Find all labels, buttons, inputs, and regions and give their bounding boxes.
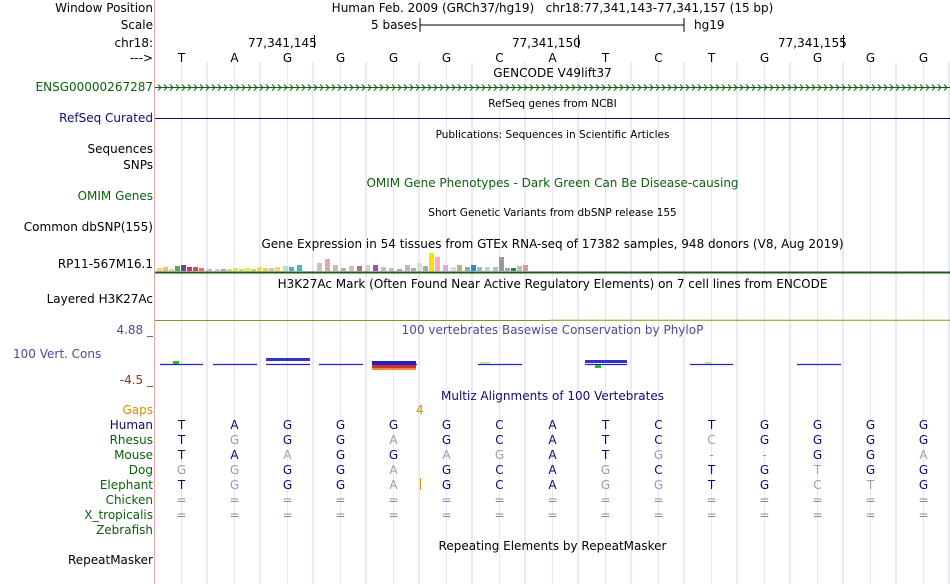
coord-tick-1: 77,341,145	[248, 36, 317, 50]
alignment-base: G	[865, 463, 876, 477]
alignment-base: G	[812, 433, 823, 447]
alignment-base: =	[865, 508, 876, 522]
alignment-base: A	[548, 463, 557, 477]
alignment-base: G	[335, 418, 346, 432]
scale-label: Scale	[120, 18, 153, 32]
coord-tick-3: 77,341,155	[778, 36, 847, 50]
alignment-base: G	[282, 418, 293, 432]
alignment-base: G	[176, 463, 187, 477]
gencode-label[interactable]: ENSG00000267287	[35, 80, 153, 94]
alignment-base: G	[653, 448, 664, 462]
alignment-base: G	[759, 463, 770, 477]
gtex-tissue-bar	[429, 253, 434, 271]
alignment-base: A	[548, 433, 557, 447]
chrom-label: chr18:	[114, 36, 153, 50]
omim-label[interactable]: OMIM Genes	[77, 189, 153, 203]
gtex-tissue-bar	[511, 268, 516, 271]
publications-title: Publications: Sequences in Scientific Articles	[435, 129, 670, 141]
gtex-tissue-bar	[263, 268, 268, 271]
gtex-tissue-bar	[251, 269, 256, 271]
gtex-tissue-bar	[175, 266, 180, 271]
species-label[interactable]: Rhesus	[109, 433, 153, 447]
alignment-base: =	[229, 508, 240, 522]
conservation-peak	[585, 360, 627, 363]
alignment-base: G	[494, 448, 505, 462]
h3k27ac-label[interactable]: Layered H3K27Ac	[46, 292, 153, 306]
gencode-title: GENCODE V49lift37	[493, 66, 612, 80]
alignment-base: A	[230, 448, 239, 462]
alignment-base: C	[654, 433, 663, 447]
alignment-base: =	[600, 493, 611, 507]
conservation-mark	[705, 362, 711, 364]
omim-title: OMIM Gene Phenotypes - Dark Green Can Be Disease-causing	[366, 176, 739, 190]
conservation-mark	[173, 361, 179, 364]
refseq-title: RefSeq genes from NCBI	[488, 98, 617, 110]
alignment-base: G	[282, 478, 293, 492]
gtex-label[interactable]: RP11-567M16.1	[57, 257, 153, 271]
gtex-tissue-bar	[505, 268, 510, 271]
alignment-base: G	[229, 463, 240, 477]
conservation-signal[interactable]	[155, 354, 950, 376]
alignment-base: =	[335, 508, 346, 522]
alignment-base: G	[918, 418, 929, 432]
gtex-tissue-bar	[397, 269, 402, 271]
alignment-base: -	[709, 448, 714, 462]
species-label[interactable]: Elephant	[99, 478, 153, 492]
alignment-base: G	[388, 418, 399, 432]
alignment-base: A	[389, 433, 398, 447]
gtex-tissue-bar	[471, 265, 476, 271]
alignment-base: G	[282, 433, 293, 447]
gtex-tissue-bar	[297, 265, 302, 271]
gtex-tissue-bar	[357, 266, 362, 271]
reference-base: T	[601, 51, 610, 65]
alignment-base: =	[812, 508, 823, 522]
gtex-tissue-bar	[187, 267, 192, 271]
alignment-base: T	[177, 478, 186, 492]
alignment-base: G	[918, 433, 929, 447]
reference-base: A	[230, 51, 239, 65]
alignment-base: -	[762, 448, 767, 462]
reference-base: G	[865, 51, 876, 65]
alignment-base: G	[759, 478, 770, 492]
alignment-base: =	[229, 493, 240, 507]
alignment-base: G	[865, 433, 876, 447]
alignment-base: A	[442, 448, 451, 462]
conservation-peak	[372, 361, 416, 365]
alignment-base: G	[441, 433, 452, 447]
conservation-max: 4.88 _	[116, 323, 153, 337]
gtex-tissue-bar	[283, 266, 288, 271]
conservation-dip	[372, 365, 416, 368]
gtex-tissue-bar	[269, 268, 274, 271]
alignment-base: A	[548, 478, 557, 492]
alignment-base: T	[707, 478, 716, 492]
gtex-tissue-bar	[381, 267, 386, 271]
species-label[interactable]: Human	[109, 418, 153, 432]
reference-base: T	[177, 51, 186, 65]
reference-base: G	[441, 51, 452, 65]
alignment-base: A	[389, 478, 398, 492]
gtex-tissue-bar	[477, 267, 482, 271]
conservation-min: -4.5 _	[119, 373, 153, 387]
alignment-base: G	[759, 433, 770, 447]
gtex-tissue-bar	[493, 267, 498, 271]
alignment-base: =	[441, 508, 452, 522]
alignment-base: G	[335, 478, 346, 492]
gtex-tissue-bar	[181, 265, 186, 271]
alignment-base: T	[707, 418, 716, 432]
conservation-title: 100 vertebrates Basewise Conservation by PhyloP	[401, 323, 704, 337]
alignment-base: G	[441, 418, 452, 432]
coord-tick-2: 77,341,150	[512, 36, 581, 50]
alignment-base: =	[653, 493, 664, 507]
alignment-base: =	[494, 493, 505, 507]
alignment-base: =	[706, 493, 717, 507]
gtex-tissue-bar	[333, 265, 338, 271]
alignment-base: =	[865, 493, 876, 507]
alignment-base: =	[600, 508, 611, 522]
alignment-base: A	[548, 448, 557, 462]
reference-base: C	[495, 51, 504, 65]
alignment-base: C	[813, 478, 822, 492]
alignment-base: =	[706, 508, 717, 522]
alignment-base: G	[918, 463, 929, 477]
alignment-base: G	[600, 463, 611, 477]
alignment-base: =	[335, 493, 346, 507]
alignment-base: T	[177, 448, 186, 462]
gaps-label[interactable]: Gaps	[122, 403, 153, 417]
gtex-tissue-bar	[373, 265, 378, 271]
alignment-base: C	[654, 463, 663, 477]
alignment-base: T	[601, 418, 610, 432]
gtex-tissue-bar	[451, 267, 456, 271]
alignment-base: G	[388, 448, 399, 462]
alignment-base: G	[653, 478, 664, 492]
alignment-base: =	[918, 508, 929, 522]
gtex-tissue-bar	[221, 269, 226, 271]
alignment-base: =	[547, 508, 558, 522]
gtex-tissue-bar	[457, 265, 462, 271]
alignment-base: T	[707, 463, 716, 477]
gtex-tissue-bar	[349, 266, 354, 271]
alignment-base: =	[282, 508, 293, 522]
alignment-base: G	[759, 418, 770, 432]
gtex-tissue-bar	[443, 265, 448, 271]
alignment-base: C	[495, 463, 504, 477]
gaps-count: 4	[416, 403, 424, 417]
alignment-base: =	[388, 508, 399, 522]
scale-assembly: hg19	[694, 18, 725, 32]
gtex-tissue-bar	[499, 257, 504, 271]
alignment-base: T	[601, 448, 610, 462]
alignment-base: C	[495, 478, 504, 492]
gtex-expression-bars[interactable]	[155, 250, 950, 274]
alignment-base: =	[176, 508, 187, 522]
alignment-base: G	[282, 463, 293, 477]
conservation-dip	[372, 368, 416, 370]
gencode-gene-feature[interactable]	[155, 81, 950, 93]
alignment-base: =	[282, 493, 293, 507]
gtex-tissue-bar	[317, 263, 322, 271]
gtex-tissue-bar	[411, 268, 416, 271]
alignment-base: G	[600, 478, 611, 492]
gtex-tissue-bar	[233, 268, 238, 271]
alignment-base: T	[813, 463, 822, 477]
reference-base: G	[282, 51, 293, 65]
reference-base: A	[548, 51, 557, 65]
reference-base: G	[918, 51, 929, 65]
gtex-tissue-bar	[227, 269, 232, 271]
publications-label-sequences[interactable]: Sequences	[87, 142, 153, 156]
gtex-tissue-bar	[257, 267, 262, 271]
alignment-base: G	[335, 433, 346, 447]
gtex-tissue-bar	[423, 266, 428, 271]
gtex-tissue-bar	[435, 257, 440, 271]
refseq-label[interactable]: RefSeq Curated	[59, 111, 153, 125]
species-label[interactable]: Zebrafish	[96, 523, 153, 537]
gtex-tissue-bar	[245, 268, 250, 271]
gtex-tissue-bar	[157, 268, 162, 271]
alignment-base: T	[601, 433, 610, 447]
multiz-title: Multiz Alignments of 100 Vertebrates	[440, 389, 665, 403]
alignment-base: =	[441, 493, 452, 507]
alignment-base: T	[177, 418, 186, 432]
alignment-base: A	[919, 448, 928, 462]
alignment-base: G	[335, 463, 346, 477]
gtex-tissue-bar	[289, 267, 294, 271]
species-label[interactable]: Mouse	[114, 448, 153, 462]
reference-base: G	[335, 51, 346, 65]
gtex-tissue-bar	[523, 265, 528, 271]
gtex-tissue-bar	[325, 259, 330, 271]
window-position-value: Human Feb. 2009 (GRCh37/hg19) chr18:77,341,143-77,341,157 (15 bp)	[331, 1, 774, 15]
strand-label: --->	[129, 51, 153, 65]
alignment-base: A	[283, 448, 292, 462]
species-label[interactable]: Dog	[128, 463, 153, 477]
gtex-tissue-bar	[365, 265, 370, 271]
alignment-base: G	[865, 448, 876, 462]
gtex-tissue-bar	[389, 268, 394, 271]
alignment-base: G	[229, 433, 240, 447]
alignment-base: =	[653, 508, 664, 522]
conservation-label[interactable]: 100 Vert. Cons	[13, 347, 102, 361]
alignment-base: =	[494, 508, 505, 522]
gtex-tissue-bar	[465, 267, 470, 271]
alignment-base: =	[918, 493, 929, 507]
gtex-tissue-bar	[239, 269, 244, 271]
alignment-base: =	[759, 508, 770, 522]
scale-bar	[418, 17, 688, 33]
alignment-base: G	[812, 448, 823, 462]
alignment-base: C	[707, 433, 716, 447]
conservation-mark	[480, 362, 490, 364]
alignment-base: G	[918, 478, 929, 492]
gtex-tissue-bar	[517, 266, 522, 271]
species-label[interactable]: X_tropicalis	[84, 508, 153, 522]
alignment-base: =	[388, 493, 399, 507]
gtex-tissue-bar	[207, 269, 212, 271]
gtex-tissue-bar	[169, 269, 174, 271]
reference-base: G	[388, 51, 399, 65]
alignment-base: G	[812, 418, 823, 432]
repeatmasker-label[interactable]: RepeatMasker	[67, 553, 153, 567]
publications-label-snps[interactable]: SNPs	[123, 158, 153, 172]
alignment-base: =	[176, 493, 187, 507]
gtex-tissue-bar	[193, 267, 198, 271]
dbsnp-title: Short Genetic Variants from dbSNP release 155	[428, 207, 677, 219]
refseq-gene-feature[interactable]	[155, 112, 950, 124]
conservation-peak	[266, 358, 310, 361]
gtex-tissue-bar	[199, 268, 204, 271]
alignment-base: =	[759, 493, 770, 507]
dbsnp-label[interactable]: Common dbSNP(155)	[23, 220, 153, 234]
alignment-base: A	[548, 418, 557, 432]
alignment-base: =	[547, 493, 558, 507]
h3k27ac-title: H3K27Ac Mark (Often Found Near Active Regulatory Elements) on 7 cell lines from ENCODE	[277, 277, 828, 291]
gtex-tissue-bar	[341, 268, 346, 271]
window-position-label: Window Position	[55, 1, 153, 15]
alignment-base: G	[865, 418, 876, 432]
gtex-tissue-bar	[275, 267, 280, 271]
gtex-tissue-bar	[405, 265, 410, 271]
alignment-base: G	[335, 448, 346, 462]
conservation-mark	[595, 365, 601, 368]
coord-ticks	[0, 34, 950, 50]
gtex-tissue-bar	[417, 263, 422, 271]
alignment-base: A	[389, 463, 398, 477]
species-label[interactable]: Chicken	[105, 493, 153, 507]
gtex-tissue-bar	[485, 267, 490, 271]
alignment-base: G	[441, 478, 452, 492]
reference-base: C	[654, 51, 663, 65]
reference-base: T	[707, 51, 716, 65]
reference-base: G	[759, 51, 770, 65]
repeatmasker-title: Repeating Elements by RepeatMasker	[438, 539, 667, 553]
reference-base: G	[812, 51, 823, 65]
alignment-base: C	[495, 418, 504, 432]
alignment-base: G	[229, 478, 240, 492]
alignment-base: T	[866, 478, 875, 492]
gtex-tissue-bar	[163, 267, 168, 271]
scale-bar-text: 5 bases	[371, 18, 418, 32]
alignment-base: C	[495, 433, 504, 447]
gtex-title: Gene Expression in 54 tissues from GTEx RNA-seq of 17382 samples, 948 donors (V8, Aug 2019)	[261, 237, 844, 251]
gtex-tissue-bar	[215, 269, 220, 271]
alignment-base: G	[441, 463, 452, 477]
alignment-base: T	[177, 433, 186, 447]
alignment-base: C	[654, 418, 663, 432]
alignment-base: =	[812, 493, 823, 507]
alignment-base: A	[230, 418, 239, 432]
gap-insertion-marker	[420, 478, 421, 490]
